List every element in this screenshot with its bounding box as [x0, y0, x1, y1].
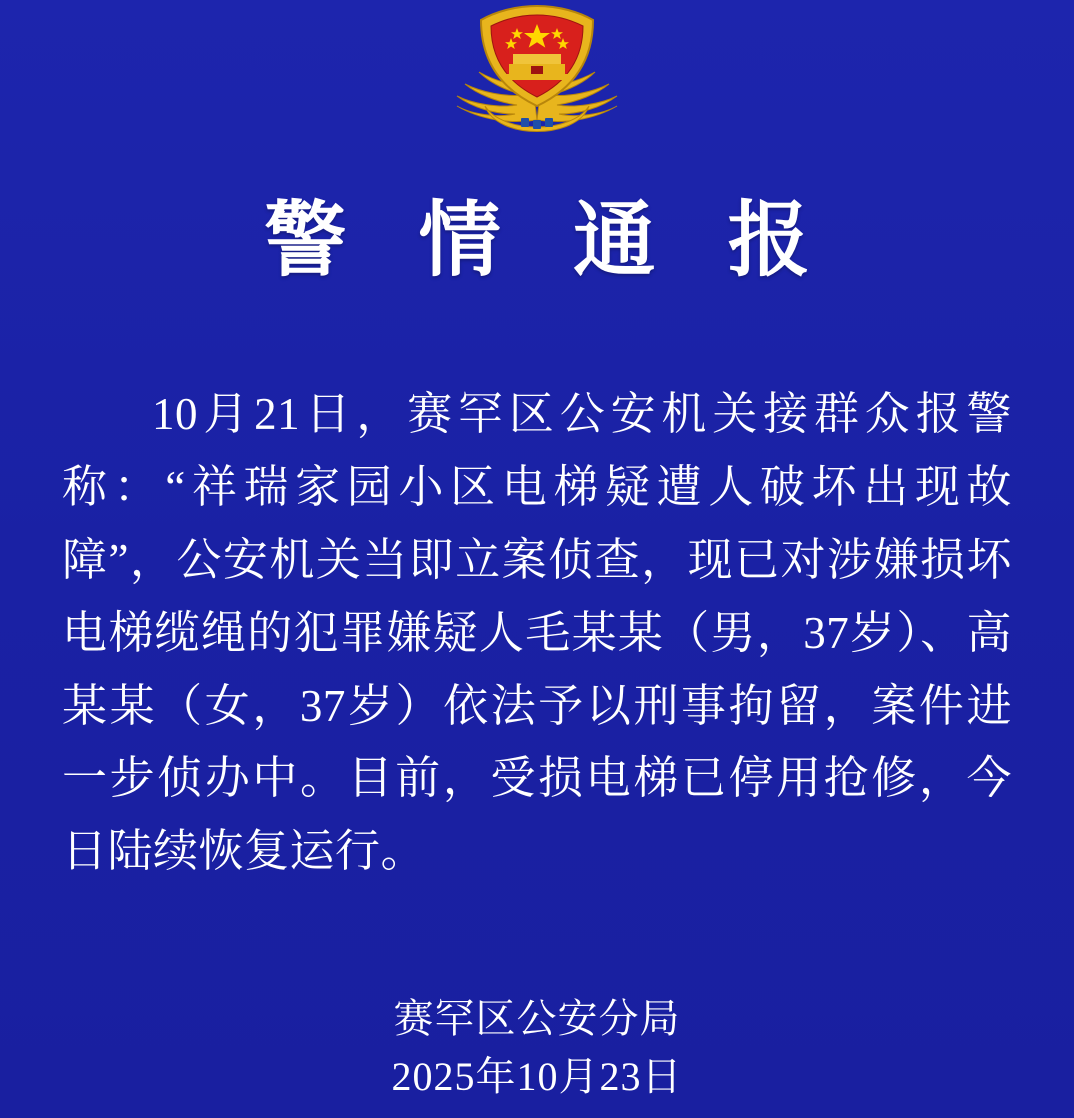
- issue-date: 2025年10月23日: [391, 1054, 683, 1099]
- signature-block: [0, 990, 1074, 1106]
- emblem-container: [0, 2, 1074, 160]
- china-police-emblem-icon: [437, 2, 637, 160]
- issuing-organization: 赛罕区公安分局: [393, 996, 681, 1041]
- notice-body: 10月21日，赛罕区公安机关接群众报警称：“祥瑞家园小区电梯疑遭人破坏出现故障”，公安机关当即立案侦查，现已对涉嫌损坏电梯缆绳的犯罪嫌疑人毛某某（男，37岁）、高某某（女，37岁）依法予以刑事拘留，案件进一步侦办中。目前，受损电梯已停用抢修，今日陆续恢复运行。: [62, 389, 1012, 877]
- page-title: 警 情 通 报: [264, 195, 836, 286]
